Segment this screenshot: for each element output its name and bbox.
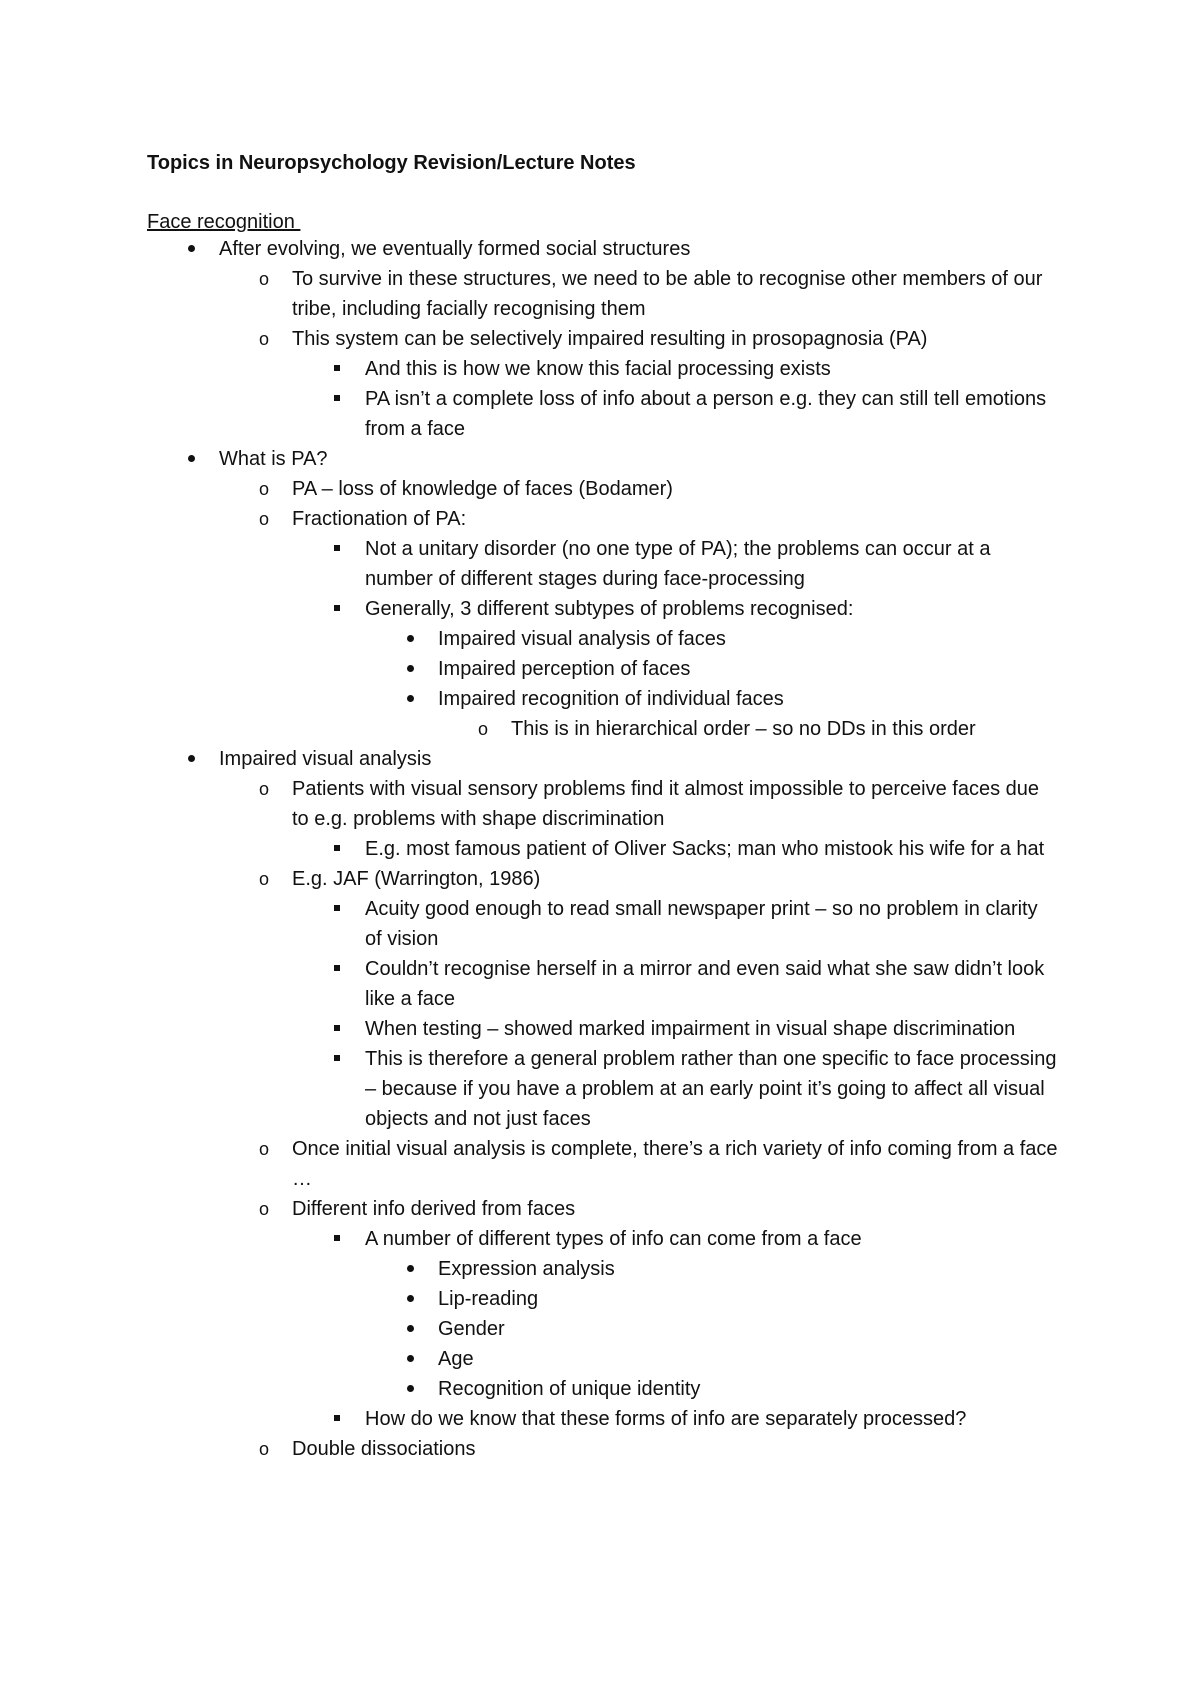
- outline-item-text: How do we know that these forms of info are separately processed?: [365, 1408, 967, 1430]
- square-marker-icon: [325, 384, 349, 414]
- circle-marker-icon: [252, 774, 276, 804]
- outline-item: [0, 264, 1059, 324]
- outline-item-text: Generally, 3 different subtypes of problems recognised:: [365, 598, 854, 620]
- outline-item-text: Once initial visual analysis is complete, there’s a rich variety of info coming from a face …: [292, 1138, 1058, 1190]
- outline-item: [0, 714, 1059, 744]
- square-marker-icon: [325, 594, 349, 624]
- section-heading: Face recognition: [147, 211, 301, 233]
- outline-item: [0, 744, 1059, 774]
- circle-marker-icon: [252, 504, 276, 534]
- bullet-marker-icon: [398, 684, 422, 714]
- outline-item: [0, 1224, 1059, 1254]
- bullet-marker-icon: [398, 1374, 422, 1404]
- outline-item: [0, 1374, 1059, 1404]
- outline-item: [0, 684, 1059, 714]
- outline-item-text: Age: [438, 1348, 474, 1370]
- outline-item: [0, 624, 1059, 654]
- outline-item-text: Impaired perception of faces: [438, 658, 691, 680]
- outline-item: [0, 534, 1059, 594]
- square-marker-icon: [325, 1404, 349, 1434]
- outline-item-text: Acuity good enough to read small newspaper print – so no problem in clarity of vision: [365, 898, 1038, 950]
- outline-item: [0, 894, 1059, 954]
- outline-item: [0, 474, 1059, 504]
- outline-item-text: Impaired visual analysis of faces: [438, 628, 726, 650]
- outline-item-text: Couldn’t recognise herself in a mirror and even said what she saw didn’t look like a face: [365, 958, 1045, 1010]
- outline-item: [0, 594, 1059, 624]
- bullet-marker-icon: [179, 234, 203, 264]
- outline-item: [0, 774, 1059, 834]
- outline-item-text: Lip-reading: [438, 1288, 539, 1310]
- outline-item: [0, 654, 1059, 684]
- bullet-marker-icon: [398, 1314, 422, 1344]
- outline-item-text: When testing – showed marked impairment in visual shape discrimination: [365, 1018, 1016, 1040]
- outline-item: [0, 1014, 1059, 1044]
- outline-item: [0, 834, 1059, 864]
- square-marker-icon: [325, 1014, 349, 1044]
- page-title: Topics in Neuropsychology Revision/Lecture Notes: [147, 152, 636, 174]
- outline-item: [0, 504, 1059, 534]
- outline-item-text: Expression analysis: [438, 1258, 615, 1280]
- square-marker-icon: [325, 1224, 349, 1254]
- outline-item-text: This is in hierarchical order – so no DDs in this order: [511, 718, 976, 740]
- outline-item-text: Fractionation of PA:: [292, 508, 467, 530]
- outline-item-text: Gender: [438, 1318, 505, 1340]
- square-marker-icon: [325, 534, 349, 564]
- outline-item: [0, 954, 1059, 1014]
- outline-item-text: Different info derived from faces: [292, 1198, 576, 1220]
- square-marker-icon: [325, 954, 349, 984]
- outline-item-text: After evolving, we eventually formed social structures: [219, 238, 691, 260]
- outline-item: [0, 1194, 1059, 1224]
- outline-item-text: Impaired recognition of individual faces: [438, 688, 784, 710]
- circle-marker-icon: [252, 1194, 276, 1224]
- outline-item-text: A number of different types of info can come from a face: [365, 1228, 862, 1250]
- bullet-marker-icon: [398, 624, 422, 654]
- outline-item-text: E.g. JAF (Warrington, 1986): [292, 868, 541, 890]
- circle-marker-icon: [252, 264, 276, 294]
- outline-item: [0, 324, 1059, 354]
- outline-item-text: This is therefore a general problem rather than one specific to face processing – because if you have a problem at an early point it’s going to affect all visual objects and not just faces: [365, 1048, 1057, 1130]
- square-marker-icon: [325, 834, 349, 864]
- outline-item-text: What is PA?: [219, 448, 328, 470]
- circle-marker-icon: [471, 714, 495, 744]
- square-marker-icon: [325, 894, 349, 924]
- outline-item-text: PA – loss of knowledge of faces (Bodamer): [292, 478, 673, 500]
- outline-item: [0, 1254, 1059, 1284]
- outline-item: [0, 864, 1059, 894]
- outline-item-text: Impaired visual analysis: [219, 748, 432, 770]
- circle-marker-icon: [252, 1134, 276, 1164]
- outline-item: [0, 1044, 1059, 1134]
- outline-item-text: Recognition of unique identity: [438, 1378, 701, 1400]
- bullet-marker-icon: [179, 744, 203, 774]
- outline-item-text: And this is how we know this facial processing exists: [365, 358, 831, 380]
- outline-item: [0, 384, 1059, 444]
- outline-item: [0, 234, 1059, 264]
- circle-marker-icon: [252, 864, 276, 894]
- outline-item-text: Not a unitary disorder (no one type of PA); the problems can occur at a number of different stages during face-processing: [365, 538, 991, 590]
- outline-item: [0, 1344, 1059, 1374]
- outline-item-text: E.g. most famous patient of Oliver Sacks; man who mistook his wife for a hat: [365, 838, 1045, 860]
- square-marker-icon: [325, 354, 349, 384]
- outline-item: [0, 1134, 1059, 1194]
- outline-item-text: Patients with visual sensory problems find it almost impossible to perceive faces due to e.g. problems with shape discrimination: [292, 778, 1040, 830]
- outline-item: [0, 354, 1059, 384]
- bullet-marker-icon: [398, 654, 422, 684]
- circle-marker-icon: [252, 1434, 276, 1464]
- square-marker-icon: [325, 1044, 349, 1074]
- outline-item: [0, 1284, 1059, 1314]
- outline-item-text: PA isn’t a complete loss of info about a person e.g. they can still tell emotions from a face: [365, 388, 1047, 440]
- circle-marker-icon: [252, 324, 276, 354]
- outline-item: [0, 444, 1059, 474]
- bullet-marker-icon: [398, 1344, 422, 1374]
- outline-item: [0, 1404, 1059, 1434]
- bullet-marker-icon: [398, 1254, 422, 1284]
- outline-item: [0, 1314, 1059, 1344]
- circle-marker-icon: [252, 474, 276, 504]
- bullet-marker-icon: [398, 1284, 422, 1314]
- outline-list: [0, 234, 1200, 1464]
- outline-item-text: To survive in these structures, we need to be able to recognise other members of our tribe, including facially recognising them: [292, 268, 1043, 320]
- bullet-marker-icon: [179, 444, 203, 474]
- outline-item: [0, 1434, 1059, 1464]
- outline-item-text: Double dissociations: [292, 1438, 476, 1460]
- outline-item-text: This system can be selectively impaired resulting in prosopagnosia (PA): [292, 328, 928, 350]
